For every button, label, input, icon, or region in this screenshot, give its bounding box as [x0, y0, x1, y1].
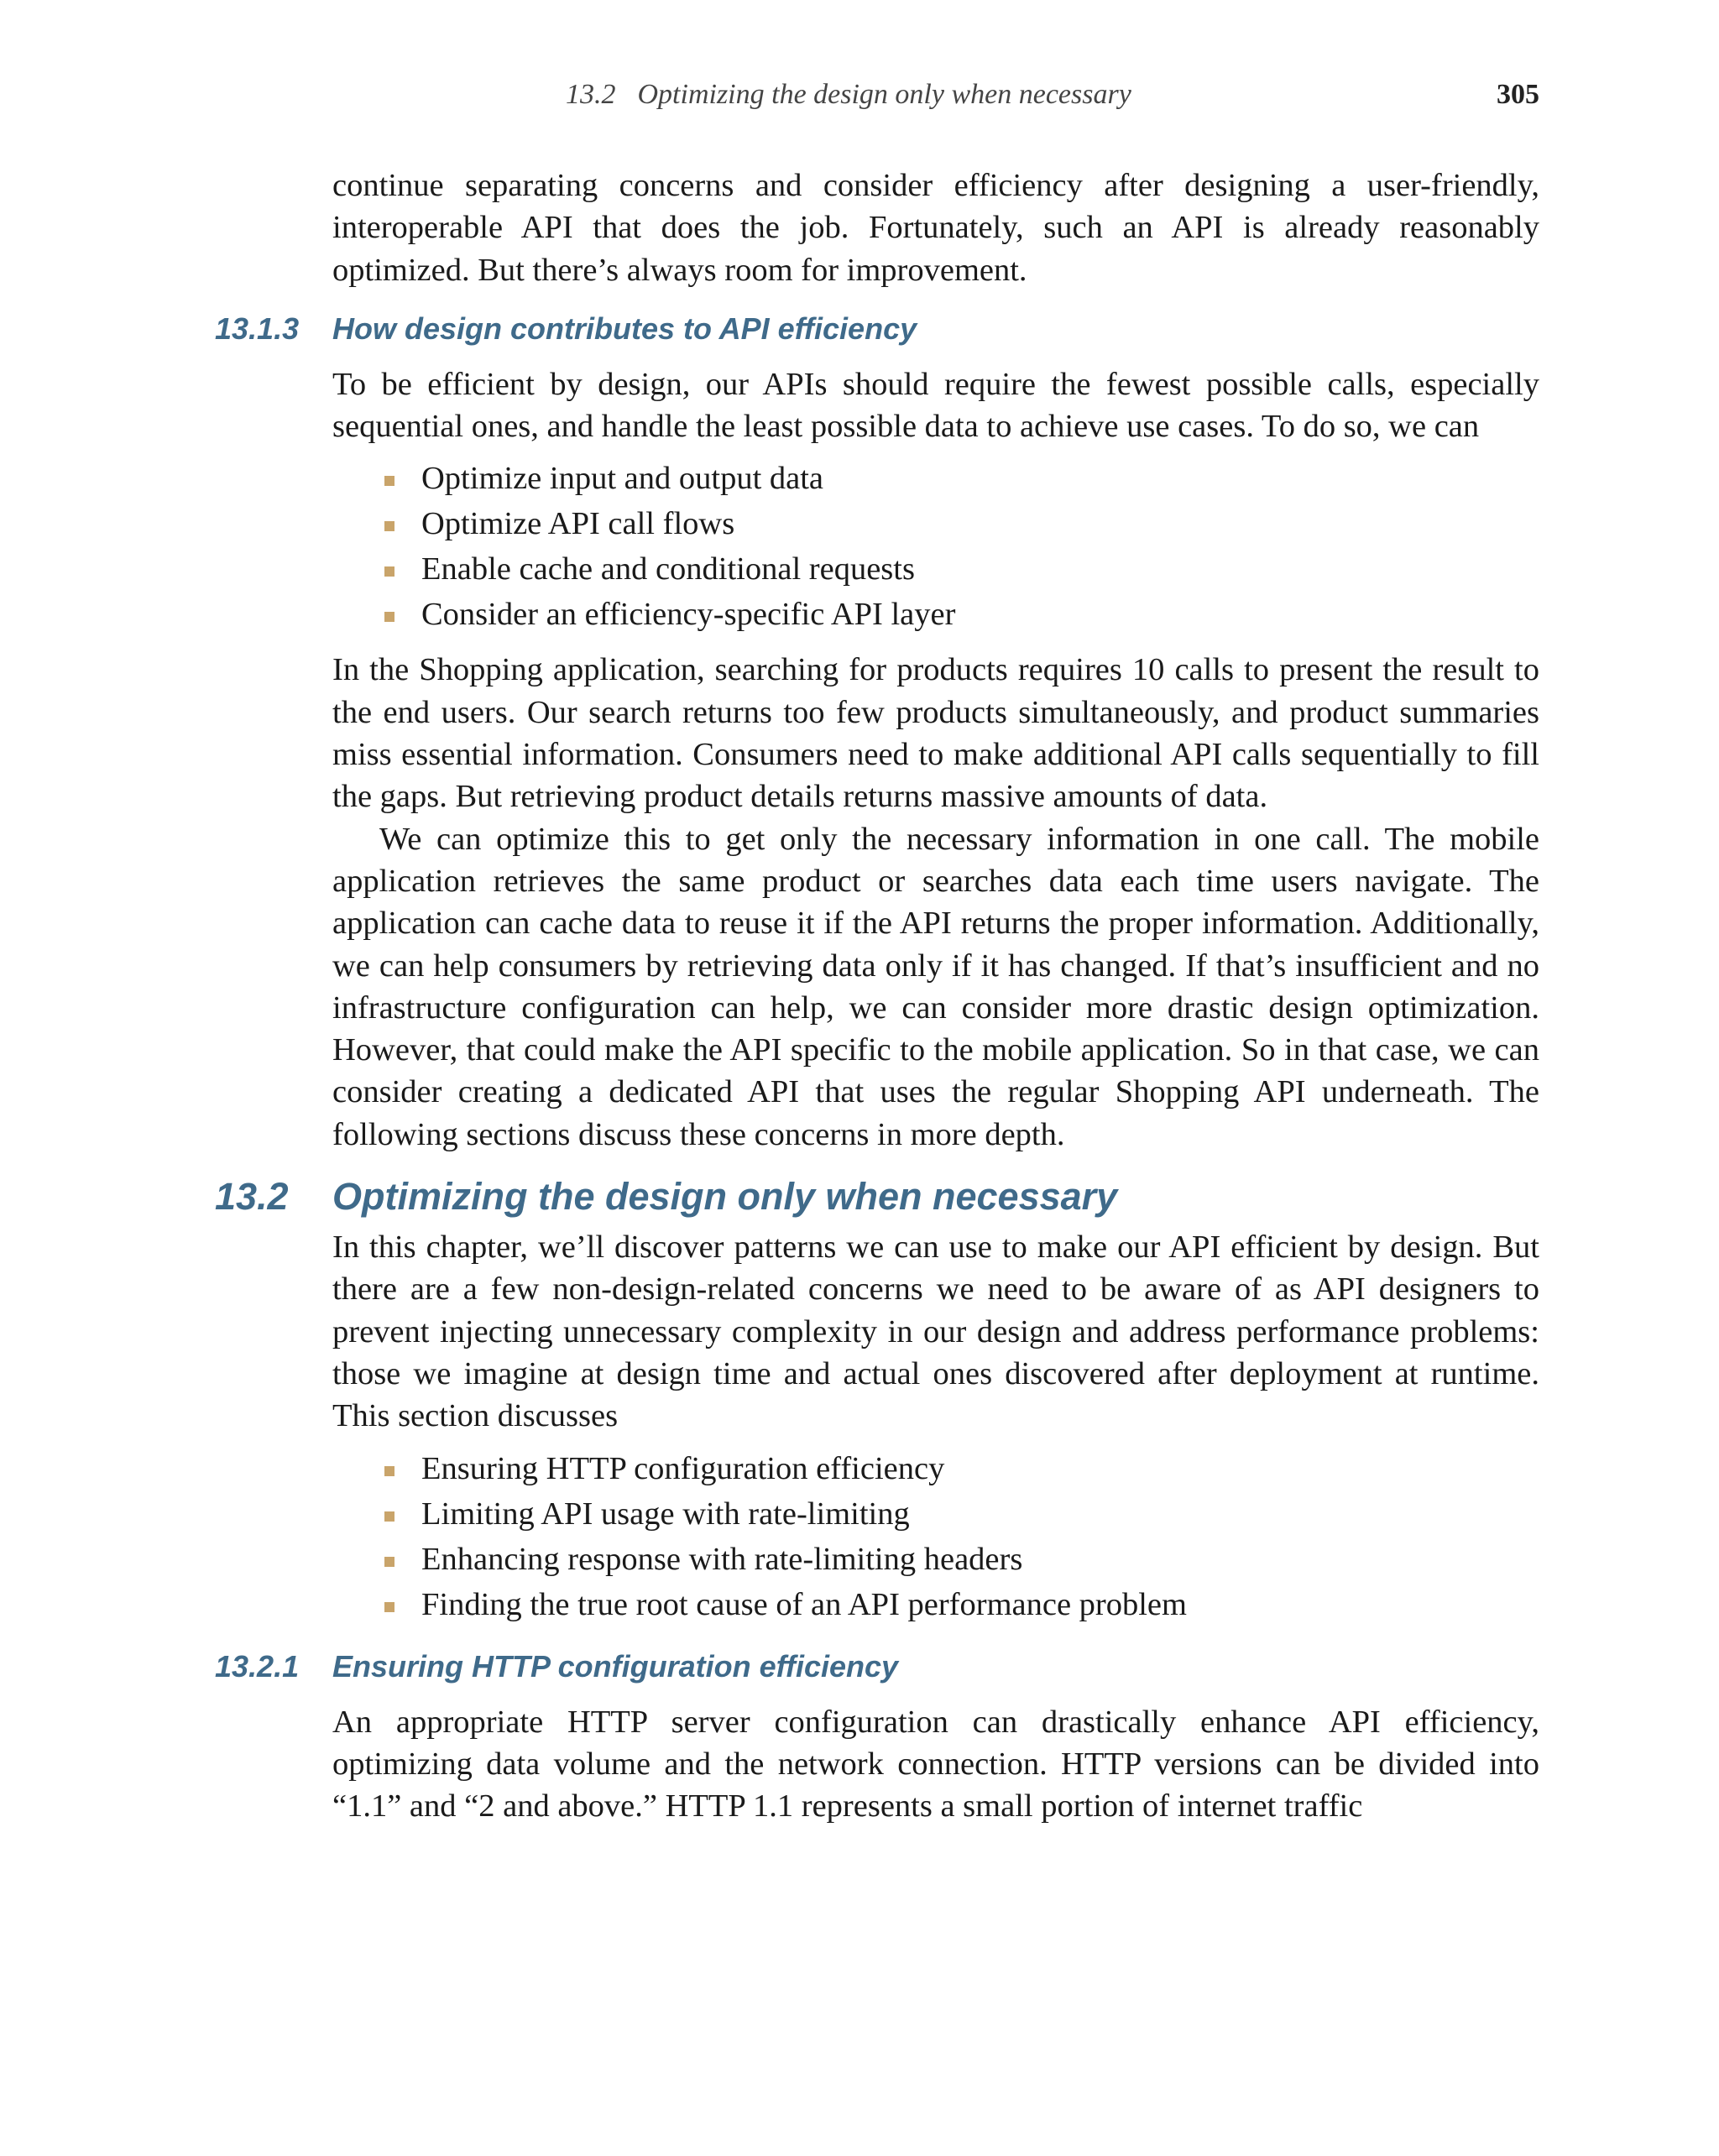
heading-title: Ensuring HTTP configuration efficiency: [332, 1648, 899, 1684]
bullet-list-section-topics: [332, 1446, 1539, 1627]
list-item-text: Ensuring HTTP configuration efficiency: [421, 1450, 945, 1486]
list-item-text: Consider an efficiency-specific API layer: [421, 597, 956, 633]
square-bullet-icon: [384, 1511, 394, 1522]
heading-number: 13.1.3: [215, 311, 300, 346]
paragraph-design-efficiency: To be efficient by design, our APIs should require the fewest possible calls, especially sequential ones, and handle the least possible data to achieve use cases. To do so, we can: [332, 366, 1539, 445]
list-item-text: Optimize API call flows: [421, 506, 735, 542]
list-item-text: Limiting API usage with rate-limiting: [421, 1496, 910, 1532]
bullet-list-design-efficiency: [332, 456, 1539, 637]
heading-title: Optimizing the design only when necessary: [332, 1175, 1118, 1219]
list-item: [421, 546, 1539, 592]
list-item-text: Optimize input and output data: [421, 461, 824, 497]
list-item: [421, 456, 1539, 501]
square-bullet-icon: [384, 1557, 394, 1567]
square-bullet-icon: [384, 612, 394, 622]
heading-number: 13.2.1: [215, 1648, 300, 1684]
running-head-section-title: Optimizing the design only when necessary: [637, 79, 1131, 110]
square-bullet-icon: [384, 476, 394, 486]
page-body: [215, 164, 1539, 1827]
running-head: [0, 79, 1719, 121]
list-item-text: Enable cache and conditional requests: [421, 551, 915, 587]
list-item-text: Enhancing response with rate-limiting headers: [421, 1541, 1023, 1577]
list-item: [421, 1537, 1539, 1582]
list-item: [421, 592, 1539, 637]
heading-13-1-3: [215, 310, 1539, 348]
paragraph-http-config: An appropriate HTTP server configuration can drastically enhance API efficiency, optimizing data volume and the network connection. HTTP versions can be divided into “1.1” and “2 and above.” HTTP 1.1 represents a small portion of internet traffic: [332, 1704, 1539, 1825]
list-item: [421, 501, 1539, 546]
list-item: [421, 1582, 1539, 1627]
running-head-title: [566, 79, 1131, 111]
heading-13-2: [215, 1172, 1539, 1221]
square-bullet-icon: [384, 566, 394, 577]
heading-13-2-1: [215, 1647, 1539, 1686]
paragraph-optimize-call: We can optimize this to get only the necessary information in one call. The mobile application retrieves the same product or searches data each time users navigate. The application can cache data to reuse it if the API returns the proper information. Additionally, we can help consumers by retrieving data only if it has changed. If that’s insufficient and no infrastructure configuration can help, we can consider more drastic design optimization. However, that could make the API specific to the mobile application. So in that case, we can consider creating a dedicated API that uses the regular Shopping API underneath. The following sections discuss these concerns in more depth.: [332, 821, 1539, 1152]
list-item-text: Finding the true root cause of an API performance problem: [421, 1586, 1187, 1622]
paragraph-chapter-overview: In this chapter, we’ll discover patterns we can use to make our API efficient by design. But there are a few non-design-related concerns we need to be aware of as API designers to prevent injecting unnecessary complexity in our design and address performance problems: those we imagine at design time and actual ones discovered after deployment at runtime. This section discusses: [332, 1229, 1539, 1434]
running-head-section-number: 13.2: [566, 79, 616, 110]
page-number: 305: [1497, 79, 1539, 110]
square-bullet-icon: [384, 1466, 394, 1476]
square-bullet-icon: [384, 1602, 394, 1612]
paragraph-intro: continue separating concerns and consider efficiency after designing a user-friendly, interoperable API that does the job. Fortunately, such an API is already reasonably optimized. But there’s always room for improvement.: [332, 168, 1539, 288]
paragraph-shopping-search: In the Shopping application, searching for products requires 10 calls to present the result to the end users. Our search returns too few products simultaneously, and product summaries miss essential information. Consumers need to make additional API calls sequentially to fill the gaps. But retrieving product details returns massive amounts of data.: [332, 652, 1539, 815]
heading-title: How design contributes to API efficiency: [332, 311, 917, 346]
heading-number: 13.2: [215, 1175, 289, 1219]
square-bullet-icon: [384, 521, 394, 531]
list-item: [421, 1491, 1539, 1537]
list-item: [421, 1446, 1539, 1491]
